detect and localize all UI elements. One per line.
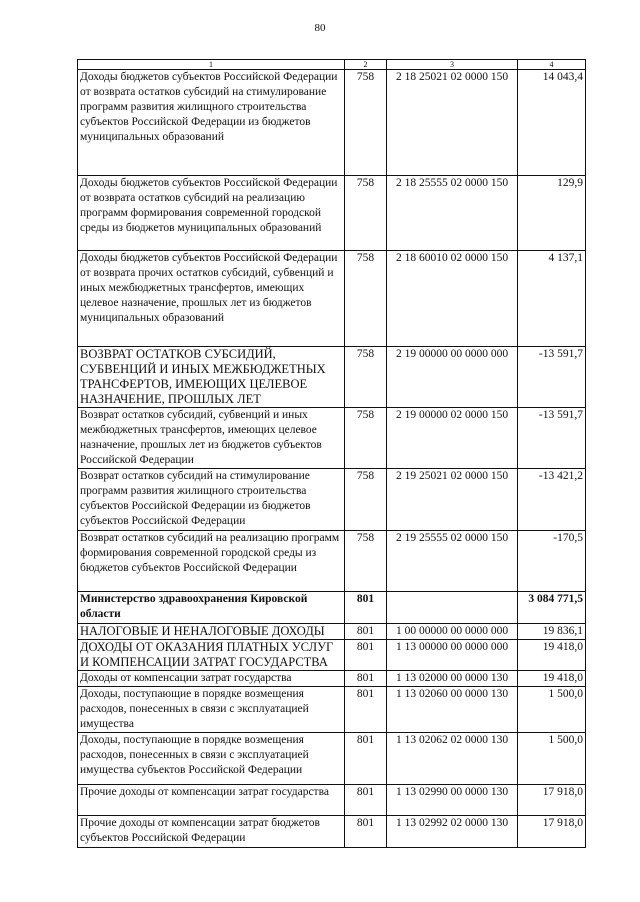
row-kbk-code: 1 13 02060 00 0000 130 [387,687,518,733]
row-amount: 3 084 771,5 [518,592,586,624]
row-admin-code: 801 [345,785,387,816]
table-row [78,469,586,531]
table-row [78,347,586,408]
row-kbk-code: 2 18 60010 02 0000 150 [387,251,518,347]
row-kbk-code: 2 18 25555 02 0000 150 [387,176,518,251]
row-kbk-code: 1 13 02990 00 0000 130 [387,785,518,816]
row-admin-code: 801 [345,640,387,671]
row-name: Прочие доходы от компенсации затрат государства [78,785,345,816]
row-name: Доходы, поступающие в порядке возмещения расходов, понесенных в связи с эксплуатацией имущества [78,687,345,733]
row-name: Доходы бюджетов субъектов Российской Федерации от возврата остатков субсидий на стимулирование программ развития жилищного строительства субъектов Российской Федерации из бюджетов муниципальных образований [78,70,345,176]
table-row [78,408,586,469]
row-kbk-code: 1 13 02000 00 0000 130 [387,671,518,687]
row-amount: 17 918,0 [518,816,586,848]
row-kbk-code: 1 13 00000 00 0000 000 [387,640,518,671]
column-number-3: 3 [387,60,518,70]
page-number: 80 [314,22,326,34]
row-kbk-code: 2 19 25555 02 0000 150 [387,531,518,592]
row-name: Возврат остатков субсидий на стимулирование программ развития жилищного строительства субъектов Российской Федерации из бюджетов субъектов Российской Федерации [78,469,345,531]
row-admin-code: 758 [345,469,387,531]
row-name: Возврат остатков субсидий на реализацию программ формирования современной городской среды из бюджетов субъектов Российской Федерации [78,531,345,592]
row-admin-code: 801 [345,671,387,687]
table-row [78,251,586,347]
row-admin-code: 801 [345,687,387,733]
row-amount: -170,5 [518,531,586,592]
row-amount: 129,9 [518,176,586,251]
revenue-table [77,59,586,848]
row-kbk-code: 2 19 00000 02 0000 150 [387,408,518,469]
row-amount: -13 591,7 [518,408,586,469]
row-name: Возврат остатков субсидий, субвенций и иных межбюджетных трансфертов, имеющих целевое назначение, прошлых лет из бюджетов субъектов Российской Федерации [78,408,345,469]
table-row [78,176,586,251]
column-number-row [78,60,586,70]
table-row [78,816,586,848]
row-name: ДОХОДЫ ОТ ОКАЗАНИЯ ПЛАТНЫХ УСЛУГ И КОМПЕНСАЦИИ ЗАТРАТ ГОСУДАРСТВА [78,640,345,671]
row-kbk-code: 2 19 25021 02 0000 150 [387,469,518,531]
row-kbk-code: 2 18 25021 02 0000 150 [387,70,518,176]
row-kbk-code: 1 13 02992 02 0000 130 [387,816,518,848]
row-amount: -13 421,2 [518,469,586,531]
row-name: ВОЗВРАТ ОСТАТКОВ СУБСИДИЙ, СУБВЕНЦИЙ И ИНЫХ МЕЖБЮДЖЕТНЫХ ТРАНСФЕРТОВ, ИМЕЮЩИХ ЦЕЛЕВОЕ НАЗНАЧЕНИЕ, ПРОШЛЫХ ЛЕТ [78,347,345,408]
row-admin-code: 758 [345,176,387,251]
table-row [78,531,586,592]
table-row [78,592,586,624]
row-amount: 4 137,1 [518,251,586,347]
table-row [78,624,586,640]
table-row [78,671,586,687]
row-name: Доходы бюджетов субъектов Российской Федерации от возврата остатков субсидий на реализацию программ формирования современной городской среды из бюджетов муниципальных образований [78,176,345,251]
table-row [78,640,586,671]
row-name: Министерство здравоохранения Кировской области [78,592,345,624]
row-admin-code: 758 [345,531,387,592]
row-name: Прочие доходы от компенсации затрат бюджетов субъектов Российской Федерации [78,816,345,848]
row-amount: 19 836,1 [518,624,586,640]
row-amount: 1 500,0 [518,687,586,733]
row-amount: 19 418,0 [518,640,586,671]
row-amount: -13 591,7 [518,347,586,408]
row-admin-code: 758 [345,347,387,408]
row-admin-code: 758 [345,408,387,469]
row-name: Доходы от компенсации затрат государства [78,671,345,687]
row-kbk-code [387,592,518,624]
column-number-4: 4 [518,60,586,70]
table-row [78,70,586,176]
row-amount: 14 043,4 [518,70,586,176]
table-row [78,687,586,733]
row-kbk-code: 1 00 00000 00 0000 000 [387,624,518,640]
row-kbk-code: 2 19 00000 00 0000 000 [387,347,518,408]
row-name: НАЛОГОВЫЕ И НЕНАЛОГОВЫЕ ДОХОДЫ [78,624,345,640]
row-admin-code: 758 [345,70,387,176]
column-number-2: 2 [345,60,387,70]
table-row [78,785,586,816]
row-admin-code: 801 [345,624,387,640]
table-row [78,733,586,785]
row-amount: 19 418,0 [518,671,586,687]
row-amount: 1 500,0 [518,733,586,785]
row-admin-code: 801 [345,592,387,624]
row-name: Доходы бюджетов субъектов Российской Федерации от возврата прочих остатков субсидий, субвенций и иных межбюджетных трансфертов, имеющих целевое назначение, прошлых лет из бюджетов муниципальных образований [78,251,345,347]
row-admin-code: 801 [345,816,387,848]
row-kbk-code: 1 13 02062 02 0000 130 [387,733,518,785]
column-number-1: 1 [78,60,345,70]
row-admin-code: 801 [345,733,387,785]
row-name: Доходы, поступающие в порядке возмещения расходов, понесенных в связи с эксплуатацией имущества субъектов Российской Федерации [78,733,345,785]
row-amount: 17 918,0 [518,785,586,816]
row-admin-code: 758 [345,251,387,347]
